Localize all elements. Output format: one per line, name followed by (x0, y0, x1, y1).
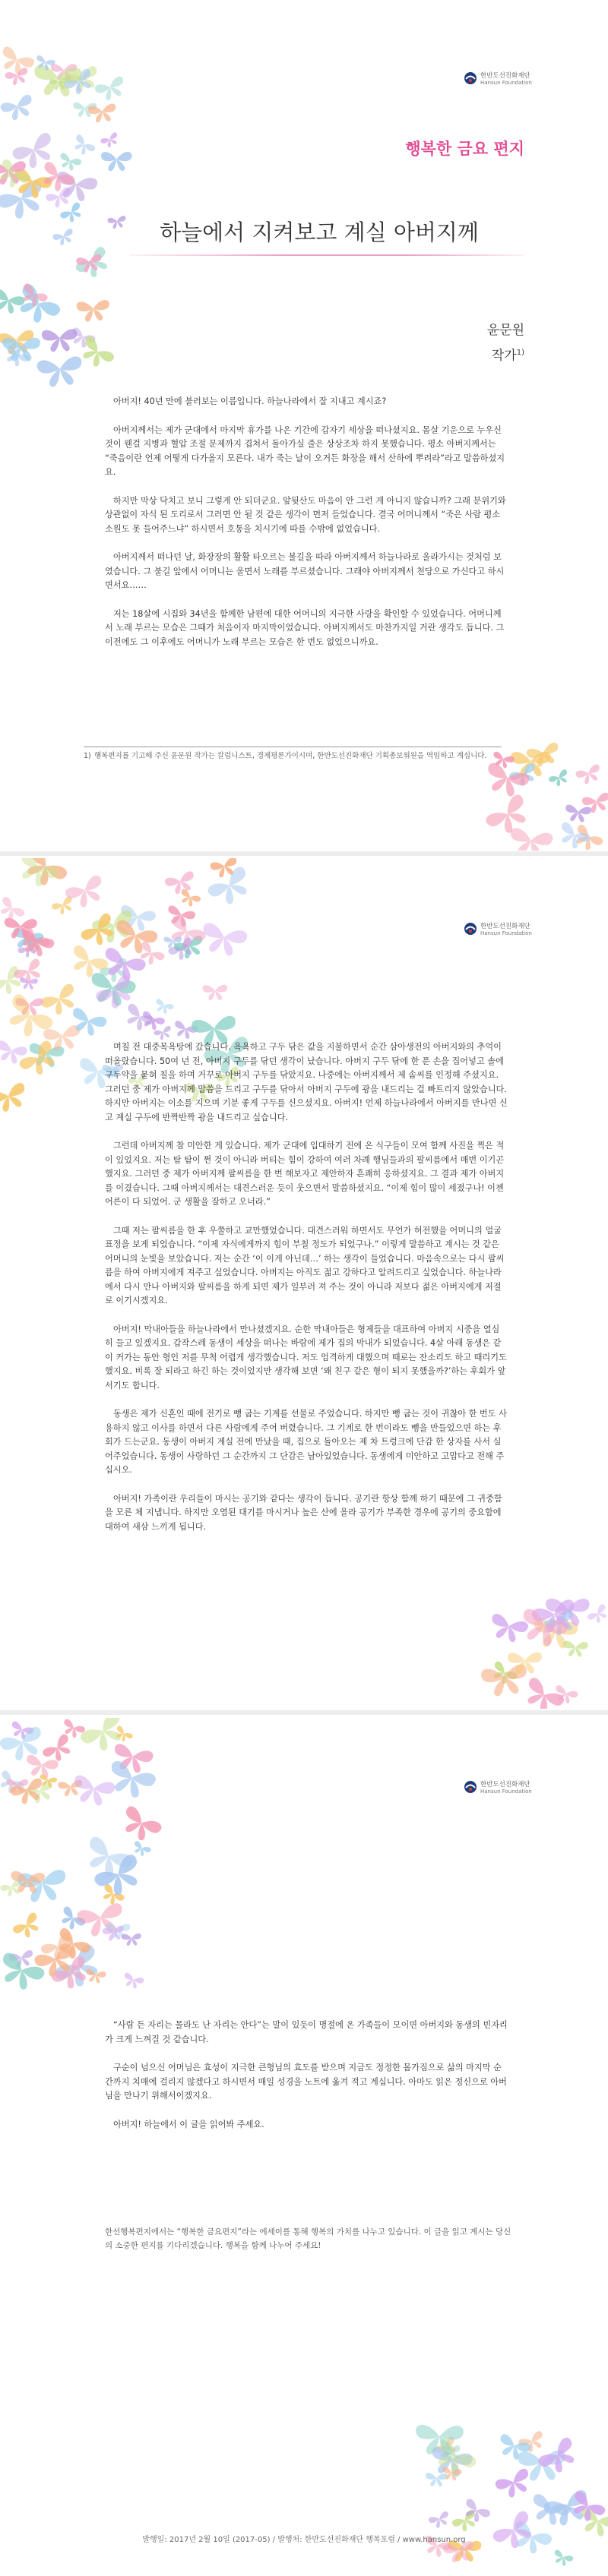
foundation-name-ko: 한반도선진화재단 (480, 923, 530, 930)
butterfly-icon (551, 2549, 574, 2568)
butterfly-icon (57, 152, 83, 172)
letter-paragraph: 구순이 넘으신 어머님은 효성이 지극한 큰형님의 효도를 받으며 지금도 정정한 몸가짐으로 삶의 마지막 순간까지 치매에 걸리지 않겠다고 하시면서 매일 성경을 노트에 옮겨 적고 계십니다. 아마도 읽은 정신으로 아버님을 만나기 위해서이겠지요. (105, 2063, 507, 2101)
author-role: 작가 (491, 348, 517, 364)
butterfly-icon (36, 356, 84, 389)
author-role-line (487, 342, 524, 368)
butterfly-decoration-bottom-right (486, 729, 608, 851)
letter-body-page-2 (105, 1040, 508, 1548)
butterfly-icon (64, 874, 109, 912)
butterfly-icon (122, 1972, 144, 1990)
butterfly-icon (70, 134, 97, 159)
footnote-number: 1) (84, 752, 91, 760)
butterfly-icon (59, 201, 86, 226)
author-name: 윤문원 (486, 323, 524, 338)
letter-paragraph: 동생은 제가 신혼인 때에 전기로 뺑 굽는 기계를 선물로 주었습니다. 하지만 뺑 굽는 것이 귀찮아 한 번도 사용하지 않고 이사를 하면서 다른 사람에게 주어 버렸습니다. 그 기계로 한 번이라도 뺑을 만들었으면 하는 후회가 드는군요. 동생이 아버지 계실 전에 만났을 때, 집으로 돌아오는 제 차 트렁크에 단감 한 상자를 사서 실어주었습니다. 동생이 사랑하던 그 순간까지 그 단감은 남아있었습니다. 동생에게 미안하고 고맙다고 전해 주십시오. (105, 1409, 507, 1475)
butterfly-icon (153, 998, 174, 1015)
butterfly-icon (41, 1733, 76, 1766)
butterfly-decoration-bottom-right (426, 2424, 608, 2576)
letter-paragraph: 아버지! 하늘에서 이 글을 읽어봐 주세요. (113, 2119, 264, 2129)
butterfly-icon (117, 1804, 163, 1846)
butterfly-icon (87, 103, 117, 124)
butterfly-icon (508, 827, 554, 851)
butterfly-icon (11, 1911, 44, 1943)
butterfly-icon (101, 152, 132, 171)
page-separator (0, 1710, 608, 1715)
letter-paragraph: 저는 18살에 시집와 34년을 함께한 남편에 대한 어머니의 지극한 사랑을 확인할 수 있었습니다. 어머니께서 노래 부르는 모습은 그때가 처음이자 마지막이었습니다. 아버지께서도 마찬가지일 거란 생각도 듭니다. 그 이전에도 그 이후에도 어머니가 노래 부르는 모습은 한 번도 없었으니까요. (105, 608, 505, 647)
butterfly-icon (104, 1760, 157, 1803)
butterfly-icon (177, 888, 201, 909)
foundation-logo (464, 919, 547, 945)
foundation-logo (464, 68, 547, 94)
butterfly-icon (484, 793, 535, 841)
butterfly-icon (42, 329, 78, 352)
foundation-name-en: Hansun Foundation (480, 930, 532, 936)
butterfly-icon (13, 858, 60, 892)
butterfly-icon (52, 228, 76, 247)
butterfly-icon (494, 2467, 535, 2502)
page-3 (0, 1718, 608, 2576)
butterfly-icon (121, 1002, 157, 1035)
letter-paragraph: 그런데 아버지께 참 미안한 게 있습니다. 제가 군대에 입대하기 전에 온 식구들이 모여 함께 사진을 찍은 적이 있었지요. 저는 탐 탐이 쩐 것이 아니라 버티는 힘이 강하여 여러 차례 행님들과의 팔씨름에서 매번 이기곤 했지요. 그러던 중 제가 아버지께 팔씨름을 한 번 해보자고 제안하자 흔쾌히 응하셨지요. 그 결과 제가 아버지를 이겼습니다. 그때 아버지께서는 대견스러운 듯이 웃으면서 말씀하셨지요. “이제 힘이 많이 세졌구나! 이젠 어른이 다 되었어. 군 생활을 잘하고 오너라.” (105, 1141, 505, 1207)
butterfly-icon (154, 1025, 174, 1042)
butterfly-icon (100, 131, 121, 150)
butterfly-icon (586, 1603, 608, 1627)
footnote-marker: 1) (516, 349, 524, 357)
butterfly-icon (11, 282, 62, 330)
butterfly-icon (548, 769, 572, 789)
butterfly-icon (0, 93, 36, 123)
butterfly-icon (426, 2473, 448, 2487)
butterfly-icon (51, 895, 77, 917)
butterfly-icon (76, 335, 116, 373)
letter-paragraph: 그때 저는 팔씨름을 한 후 우쭐하고 교만했었습니다. 대견스러워 하면서도 무언가 허전했을 어머니의 얼굴 표정을 보게 되었습니다. “이제 자식에게까지 힘이 부칠 정도가 되었구나.” 이렇게 말씀하고 계시는 것 같은 어머니의 눈빛을 보았습니다. 저는 순간 ‘이 이게 아닌데…’ 하는 생각이 들었습니다. 마음속으로는 다시 팔씨름을 하여 아버지에게 져주고 싶었습니다. 아버지는 아직도 젊고 강하다고 알려드리고 싶었습니다. 하늘나라에서 다시 만나 아버지와 팔씨름을 하게 되면 제가 일부러 져 주는 것이 아니라 저보다 젊은 아버지에게 저절로 이기시겠지요. (105, 1225, 505, 1305)
letter-paragraph: 아버지! 막내아들을 하늘나라에서 만나셨겠지요. 순한 막내아들은 형제들을 대표하여 아버지 시중을 열심히 들고 있겠지요. 갑작스레 동생이 세상을 떠나는 바람에 제가 집의 막내가 되었습니다. 4살 아래 동생은 같이 커가는 동안 형인 저를 무척 어렵게 생각했습니다. 저도 엄격하게 대했으며 때로는 잔소리도 하고 때리기도 했지요. 비록 잘 되라고 하긴 하는 것이었지만 생각해 보면 ‘왜 친구 같은 형이 되지 못했을까?’하는 후회가 앞서기도 합니다. (105, 1324, 507, 1391)
butterfly-icon (202, 985, 227, 1001)
title-underline (129, 254, 524, 256)
butterfly-icon (164, 870, 198, 897)
butterfly-decoration-left (0, 1718, 152, 1999)
butterfly-icon (93, 75, 128, 103)
foundation-name-ko: 한반도선진화재단 (480, 72, 530, 80)
series-title: 행복한 금요 편지 (405, 140, 524, 158)
butterfly-icon (487, 1612, 530, 1645)
butterfly-icon (562, 1640, 588, 1657)
letter-paragraph: “사람 든 자리는 몰라도 난 자리는 안다”는 말이 있듯이 명절에 온 가족들이 모이면 아버지와 동생의 빈자리가 크게 느껴질 것 같습니다. (105, 2020, 508, 2044)
letter-paragraph: 며칠 전 대중목욕탕에 갔습니다. 욕욕하고 구두 닦은 값을 지불하면서 순간 삼아생전의 아버지와의 추억이 떠올랐습니다. 50여 년 전, 아버지 구두를 닦던 생각이 났습니다. 아버지 구두 닦에 한 푼 손을 집어넣고 솔에 구두약을 묻혀 칠을 하며 거꾸로 아버지 구두를 닦았지요. 나중에는 아버지께서 제 솜씨를 인정해 주셨지요. 그러던 중 제가 아버지께 말씀을 드리고 구두를 닦아서 아버지 구두에 광을 내드리는 걸 빠트리지 않았습니다. 하지만 아버지는 이소를 지으며 기분 좋게 구두를 신으셨지요. 아버지! 언제 하늘나라에서 아버지를 만나면 신고 계실 구두에 반짝반짝 광을 내드리고 싶습니다. (105, 1042, 508, 1122)
newsletter-notice: 한선행복편지에서는 “행복한 금요편지”라는 에세이를 통해 행복의 가치를 나누고 있습니다. 이 글을 읽고 계시는 당신의 소중한 편지를 기다리겠습니다. 행복을 함께 나누어 주세요! (105, 2227, 511, 2250)
letter-paragraph: 하지만 막상 닥치고 보니 그렇게 안 되더군요. 앞뒷산도 마음이 안 그런 게 아니지 않습니까? 그래 분위기와 상관없이 자식 된 도리로서 그러면 안 될 것 같은 생각이 먼저 들었습니다. 결국 어머니께서 “죽은 사람 평소 소원도 못 들어주느냐” 하시면서 호통을 치시기에 따를 수밖에 없었습니다. (105, 495, 506, 534)
letter-body-page-3 (105, 2019, 508, 2146)
page-1 (0, 0, 608, 851)
author-block (487, 319, 524, 368)
butterfly-icon (575, 763, 603, 786)
butterfly-icon (518, 2430, 548, 2455)
foundation-logo-icon (464, 71, 477, 85)
letter-paragraph: 아버지께서 떠나던 날, 화장장의 활활 타오르는 불길을 따라 아버지께서 하늘나라로 올라가시는 것처럼 보였습니다. 그 불길 앞에서 어머니는 울면서 노래를 부르셨습니다. 그래야 아버지께서 천당으로 가신다고 하시면서요…… (105, 552, 505, 590)
footnote-text: 행복편지를 기고해 주신 윤문원 작가는 칼럼니스트, 경제평론가이시며, 한반도선진화재단 기획총보위원을 역임하고 계십니다. (94, 752, 487, 760)
butterfly-icon (70, 1774, 116, 1808)
foundation-logo-icon (464, 922, 477, 936)
butterfly-icon (76, 300, 110, 323)
foundation-name-en: Hansun Foundation (480, 80, 532, 86)
letter-paragraph: 아버지께서는 제가 군대에서 마지막 휴가를 나온 기간에 갑자기 세상을 떠나셨지요. 몸살 기운으로 누우신 것이 웬걸 지병과 혈압 조절 문제까지 겹쳐서 돌아가실 줄은 상상조차 하지 못했습니다. 평소 아버지께서는 “죽음이란 언제 어떻게 다가올지 모른다. 내가 죽는 날이 오거든 화장을 해서 산하에 뿌려라”라고 말씀하셨지요. (105, 425, 505, 477)
butterfly-icon (564, 804, 591, 823)
butterfly-icon (0, 288, 26, 316)
letter-paragraph: 아버지! 40년 만에 불러보는 이름입니다. 하늘나라에서 잘 지내고 계시죠? (113, 396, 387, 406)
article-title: 하늘에서 지켜보고 계실 아버지께 (160, 219, 479, 245)
butterfly-icon (198, 922, 249, 959)
footnote (84, 750, 502, 762)
foundation-name-ko: 한반도선진화재단 (480, 1781, 530, 1788)
butterfly-decoration-bottom-right (486, 1587, 608, 1709)
butterfly-decoration-left (0, 46, 129, 387)
butterfly-icon (428, 2511, 452, 2530)
foundation-logo (464, 1777, 547, 1803)
foundation-logo-icon (464, 1780, 477, 1794)
foundation-name-en: Hansun Foundation (480, 1788, 532, 1795)
publication-info: 발행일: 2017년 2월 10일 (2017-05) / 발행처: 한반도선진화재단 행복포럼 / www.hansun.org (142, 2536, 466, 2544)
letter-paragraph: 아버지! 가족이란 우리들이 마시는 공기와 같다는 생각이 듭니다. 공기란 항상 함께 하기 때문에 그 귀중함을 모른 체 지냅니다. 하지만 오염된 대기를 마시거나 높은 산에 올라 공기가 부족한 경우에 공기의 중요함에 대하여 새삼 느끼게 됩니다. (105, 1493, 502, 1532)
butterfly-icon (0, 1081, 30, 1115)
butterfly-icon (122, 1934, 141, 1946)
page-2 (0, 858, 608, 1709)
page-separator (0, 851, 608, 856)
letter-body-page-1 (105, 395, 508, 664)
